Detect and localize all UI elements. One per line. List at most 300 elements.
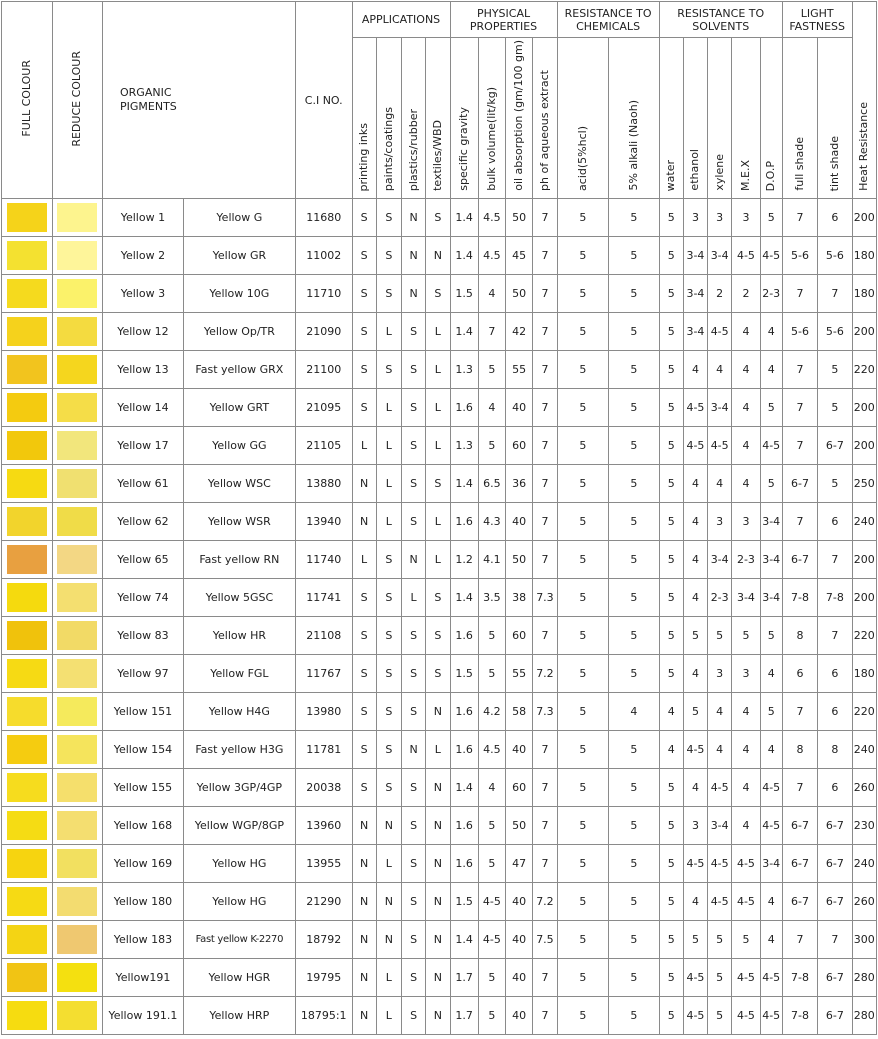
value-cell: 4.2 [478,693,505,731]
full-colour-cell [2,693,53,731]
pigment-name: Yellow 168 [103,807,184,845]
ci-number: 13880 [295,465,352,503]
table-row [2,389,877,427]
value-cell: 7 [533,959,557,997]
value-cell: S [401,313,425,351]
full-colour-cell [2,199,53,237]
reduce-colour-swatch [57,317,97,346]
pigment-name: Yellow 151 [103,693,184,731]
table-row [2,465,877,503]
ci-number: 18795:1 [295,997,352,1035]
value-cell: S [426,579,450,617]
full-colour-swatch [7,583,47,612]
trade-name: Yellow GG [183,427,295,465]
col-dop: D.O.P [760,38,782,199]
value-cell: 4 [683,503,707,541]
value-cell: 40 [506,921,533,959]
value-cell: 230 [852,807,876,845]
value-cell: 7.2 [533,655,557,693]
value-cell: 5 [659,465,683,503]
value-cell: S [401,959,425,997]
value-cell: 5 [609,769,660,807]
value-cell: 3-4 [708,807,732,845]
trade-name: Yellow HR [183,617,295,655]
value-cell: 8 [782,731,817,769]
value-cell: S [352,199,376,237]
value-cell: 40 [506,503,533,541]
full-colour-cell [2,427,53,465]
table-row [2,959,877,997]
trade-name: Yellow 3GP/4GP [183,769,295,807]
value-cell: 4 [683,351,707,389]
value-cell: 4-5 [708,313,732,351]
value-cell: 4 [708,731,732,769]
full-colour-swatch [7,203,47,232]
full-colour-cell [2,997,53,1035]
value-cell: 1.6 [450,503,478,541]
value-cell: S [401,807,425,845]
table-row [2,351,877,389]
full-colour-swatch [7,355,47,384]
pigment-name: Yellow 13 [103,351,184,389]
value-cell: 7 [533,389,557,427]
ci-number: 21108 [295,617,352,655]
value-cell: S [426,617,450,655]
value-cell: 4 [683,465,707,503]
value-cell: 4 [683,769,707,807]
value-cell: 4-5 [760,427,782,465]
reduce-colour-cell [52,807,103,845]
value-cell: 5 [557,503,609,541]
full-colour-cell [2,351,53,389]
value-cell: 1.6 [450,731,478,769]
value-cell: 5 [609,427,660,465]
trade-name: Yellow 10G [183,275,295,313]
full-colour-cell [2,579,53,617]
value-cell: 40 [506,959,533,997]
full-colour-cell [2,959,53,997]
trade-name: Yellow WGP/8GP [183,807,295,845]
value-cell: 1.5 [450,275,478,313]
full-colour-swatch [7,811,47,840]
value-cell: 4-5 [760,807,782,845]
reduce-colour-swatch [57,279,97,308]
table-row [2,769,877,807]
value-cell: 1.6 [450,693,478,731]
value-cell: 3 [732,199,760,237]
value-cell: 4.5 [478,237,505,275]
value-cell: 1.2 [450,541,478,579]
value-cell: N [376,807,401,845]
value-cell: N [352,959,376,997]
full-colour-cell [2,655,53,693]
light-fastness-group-header: LIGHT FASTNESS [782,2,852,38]
value-cell: 7-8 [818,579,852,617]
value-cell: 5 [659,959,683,997]
value-cell: 4 [708,351,732,389]
trade-name: Yellow Op/TR [183,313,295,351]
value-cell: 5 [478,959,505,997]
reduce-colour-swatch [57,355,97,384]
reduce-colour-swatch [57,583,97,612]
value-cell: S [352,275,376,313]
value-cell: 1.4 [450,465,478,503]
value-cell: 5 [659,351,683,389]
trade-name: Yellow 5GSC [183,579,295,617]
reduce-colour-swatch [57,241,97,270]
col-specific-gravity: specific gravity [450,38,478,199]
value-cell: S [352,351,376,389]
value-cell: S [352,693,376,731]
value-cell: 3 [708,503,732,541]
ci-number: 11710 [295,275,352,313]
value-cell: 5 [760,389,782,427]
value-cell: 4-5 [732,959,760,997]
value-cell: 5 [609,199,660,237]
value-cell: 36 [506,465,533,503]
value-cell: 240 [852,845,876,883]
value-cell: L [401,579,425,617]
value-cell: S [352,237,376,275]
heat-resistance-header: Heat Resistance [852,2,876,199]
value-cell: 180 [852,237,876,275]
table-row [2,845,877,883]
value-cell: 5 [609,389,660,427]
ci-number: 21090 [295,313,352,351]
pigment-name: Yellow 154 [103,731,184,769]
value-cell: 200 [852,199,876,237]
value-cell: 7 [533,845,557,883]
value-cell: N [401,237,425,275]
value-cell: 5 [478,617,505,655]
reduce-colour-swatch [57,507,97,536]
value-cell: 7 [533,199,557,237]
value-cell: N [426,693,450,731]
value-cell: S [352,769,376,807]
value-cell: 6 [818,655,852,693]
trade-name: Yellow HG [183,883,295,921]
value-cell: 5-6 [782,313,817,351]
value-cell: 7 [782,427,817,465]
full-colour-cell [2,921,53,959]
value-cell: 200 [852,427,876,465]
value-cell: L [376,845,401,883]
ci-number: 11741 [295,579,352,617]
value-cell: 4 [683,579,707,617]
value-cell: 1.6 [450,389,478,427]
value-cell: 1.7 [450,997,478,1035]
value-cell: 50 [506,199,533,237]
value-cell: S [401,655,425,693]
reduce-colour-swatch [57,925,97,954]
value-cell: N [426,237,450,275]
value-cell: 4-5 [478,921,505,959]
reduce-colour-cell [52,199,103,237]
value-cell: 7 [533,427,557,465]
full-colour-swatch [7,1001,47,1030]
value-cell: 5-6 [818,313,852,351]
ci-number: 11781 [295,731,352,769]
pigment-name: Yellow 191.1 [103,997,184,1035]
value-cell: N [401,199,425,237]
value-cell: 5 [609,807,660,845]
value-cell: 7 [782,769,817,807]
value-cell: 4 [732,465,760,503]
reduce-colour-cell [52,237,103,275]
table-row [2,199,877,237]
value-cell: 4 [760,351,782,389]
value-cell: 3-4 [760,579,782,617]
value-cell: 7.2 [533,883,557,921]
value-cell: 5 [659,655,683,693]
full-colour-cell [2,617,53,655]
value-cell: 47 [506,845,533,883]
value-cell: 240 [852,731,876,769]
value-cell: 1.4 [450,769,478,807]
value-cell: 42 [506,313,533,351]
value-cell: 4 [760,313,782,351]
value-cell: 5 [609,921,660,959]
value-cell: 4 [708,465,732,503]
value-cell: 4-5 [732,997,760,1035]
value-cell: 4 [683,883,707,921]
reduce-colour-swatch [57,431,97,460]
value-cell: 4 [732,731,760,769]
value-cell: 7 [782,389,817,427]
value-cell: 58 [506,693,533,731]
value-cell: S [401,997,425,1035]
value-cell: 220 [852,351,876,389]
value-cell: 7 [533,465,557,503]
full-colour-swatch [7,317,47,346]
value-cell: 5 [609,997,660,1035]
value-cell: 180 [852,655,876,693]
value-cell: 5 [557,921,609,959]
value-cell: 50 [506,541,533,579]
value-cell: 6-7 [782,465,817,503]
applications-group-header: APPLICATIONS [352,2,450,38]
ci-number: 21105 [295,427,352,465]
value-cell: 5 [708,617,732,655]
full-colour-swatch [7,507,47,536]
value-cell: 1.5 [450,883,478,921]
value-cell: 6 [818,199,852,237]
reduce-colour-cell [52,731,103,769]
value-cell: 5 [659,921,683,959]
full-colour-cell [2,503,53,541]
ci-number: 18792 [295,921,352,959]
table-row [2,427,877,465]
value-cell: L [426,503,450,541]
value-cell: L [426,541,450,579]
value-cell: S [401,693,425,731]
table-row [2,617,877,655]
full-colour-swatch [7,545,47,574]
trade-name: Yellow HG [183,845,295,883]
reduce-colour-swatch [57,773,97,802]
value-cell: 5 [609,465,660,503]
value-cell: 1.4 [450,199,478,237]
value-cell: 4-5 [760,959,782,997]
pigment-name: Yellow 65 [103,541,184,579]
value-cell: 5 [609,579,660,617]
value-cell: 7 [533,275,557,313]
trade-name: Fast yellow H3G [183,731,295,769]
ci-number: 21290 [295,883,352,921]
value-cell: S [401,503,425,541]
value-cell: 4 [659,731,683,769]
value-cell: 4 [478,769,505,807]
full-colour-cell [2,465,53,503]
reduce-colour-cell [52,997,103,1035]
value-cell: 5 [659,617,683,655]
value-cell: 3 [732,503,760,541]
value-cell: S [401,845,425,883]
value-cell: 4 [760,921,782,959]
value-cell: 4 [760,655,782,693]
trade-name: Yellow H4G [183,693,295,731]
value-cell: N [426,845,450,883]
value-cell: 5 [732,617,760,655]
trade-name: Yellow FGL [183,655,295,693]
trade-name: Yellow GR [183,237,295,275]
value-cell: 2-3 [760,275,782,313]
table-row [2,883,877,921]
value-cell: S [352,313,376,351]
value-cell: 5 [609,313,660,351]
full-colour-swatch [7,963,47,992]
value-cell: S [401,769,425,807]
value-cell: L [376,313,401,351]
value-cell: 5 [557,579,609,617]
full-colour-swatch [7,469,47,498]
value-cell: 5 [609,503,660,541]
value-cell: 50 [506,275,533,313]
value-cell: 4 [732,389,760,427]
value-cell: S [376,199,401,237]
ci-number: 13960 [295,807,352,845]
col-ph-aqueous: ph of aqueous extract [533,38,557,199]
value-cell: 5 [557,807,609,845]
value-cell: 3-4 [708,541,732,579]
value-cell: 4 [732,807,760,845]
reduce-colour-swatch [57,811,97,840]
ci-number: 19795 [295,959,352,997]
pigment-name: Yellow 183 [103,921,184,959]
col-acid: acid(5%hcl) [557,38,609,199]
reduce-colour-swatch [57,1001,97,1030]
value-cell: 40 [506,389,533,427]
value-cell: N [352,921,376,959]
value-cell: S [376,351,401,389]
value-cell: L [352,427,376,465]
reduce-colour-swatch [57,963,97,992]
value-cell: 7-8 [782,579,817,617]
value-cell: 4.5 [478,199,505,237]
value-cell: 6-7 [818,845,852,883]
value-cell: 40 [506,883,533,921]
reduce-colour-cell [52,769,103,807]
value-cell: 5 [478,845,505,883]
value-cell: N [376,883,401,921]
value-cell: 6 [818,769,852,807]
value-cell: 2 [708,275,732,313]
value-cell: 5 [557,655,609,693]
table-row [2,807,877,845]
reduce-colour-swatch [57,849,97,878]
value-cell: N [352,465,376,503]
value-cell: 5 [557,465,609,503]
ci-number: 11767 [295,655,352,693]
value-cell: 1.3 [450,351,478,389]
full-colour-swatch [7,241,47,270]
value-cell: N [401,275,425,313]
value-cell: 5 [659,389,683,427]
table-row [2,921,877,959]
value-cell: 4-5 [760,997,782,1035]
value-cell: S [401,465,425,503]
reduce-colour-swatch [57,621,97,650]
value-cell: 1.4 [450,313,478,351]
value-cell: 3-4 [708,237,732,275]
reduce-colour-cell [52,313,103,351]
value-cell: S [352,731,376,769]
value-cell: 7 [818,921,852,959]
pigment-name: Yellow 169 [103,845,184,883]
value-cell: 7 [478,313,505,351]
value-cell: L [376,959,401,997]
value-cell: 5 [659,807,683,845]
value-cell: 1.3 [450,427,478,465]
trade-name: Yellow HRP [183,997,295,1035]
value-cell: 260 [852,769,876,807]
value-cell: 7 [533,237,557,275]
value-cell: 7 [533,313,557,351]
value-cell: N [426,997,450,1035]
value-cell: 5 [609,237,660,275]
reduce-colour-cell [52,883,103,921]
value-cell: 4-5 [478,883,505,921]
value-cell: 4 [732,313,760,351]
value-cell: 4-5 [683,959,707,997]
full-colour-swatch [7,393,47,422]
value-cell: 7 [782,921,817,959]
value-cell: 55 [506,655,533,693]
reduce-colour-swatch [57,735,97,764]
table-row [2,503,877,541]
value-cell: 6 [782,655,817,693]
value-cell: S [401,921,425,959]
value-cell: 5 [557,351,609,389]
value-cell: S [376,731,401,769]
trade-name: Yellow HGR [183,959,295,997]
pigment-name: Yellow 83 [103,617,184,655]
value-cell: 4-5 [732,883,760,921]
value-cell: 5 [478,807,505,845]
value-cell: 5 [760,617,782,655]
physical-properties-group-header: PHYSICAL PROPERTIES [450,2,557,38]
full-colour-swatch [7,697,47,726]
trade-name: Yellow WSR [183,503,295,541]
full-colour-cell [2,807,53,845]
value-cell: 3 [708,199,732,237]
value-cell: 2 [732,275,760,313]
value-cell: S [376,655,401,693]
value-cell: 3-4 [760,845,782,883]
value-cell: 6-7 [818,427,852,465]
value-cell: S [401,617,425,655]
value-cell: 5 [818,389,852,427]
